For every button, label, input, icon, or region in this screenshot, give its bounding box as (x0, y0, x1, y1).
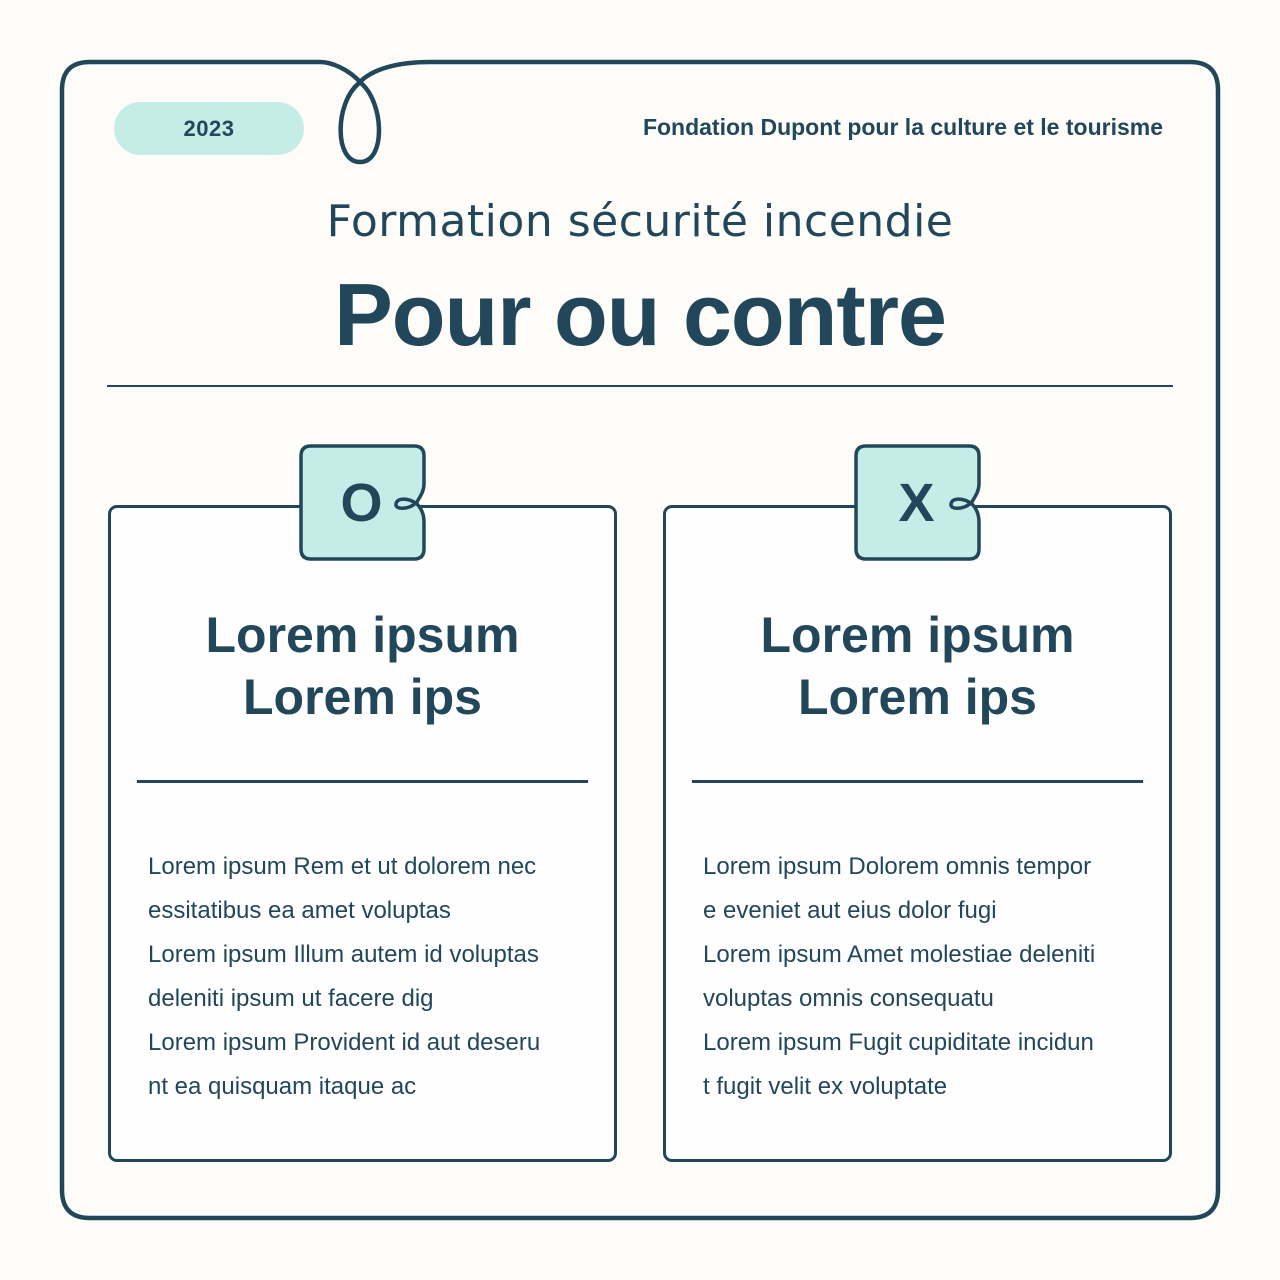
pour-card (108, 505, 617, 1162)
card-body (703, 845, 1143, 1109)
body-line: deleniti ipsum ut facere dig (148, 985, 434, 1012)
body-line: e eveniet aut eius dolor fugi (703, 897, 997, 924)
year-badge: 2023 (114, 102, 304, 155)
card-heading (666, 604, 1169, 728)
body-line: Lorem ipsum Dolorem omnis tempor (703, 853, 1092, 880)
body-line: Lorem ipsum Provident id aut deseru (148, 1029, 541, 1056)
card-heading-line: Lorem ips (243, 669, 482, 725)
page-subtitle: Formation sécurité incendie (326, 196, 954, 247)
card-body (148, 845, 588, 1109)
body-line: t fugit velit ex voluptate (703, 1073, 948, 1100)
pour-tab (299, 444, 426, 561)
body-line: nt ea quisquam itaque ac (148, 1073, 417, 1100)
card-heading-line: Lorem ipsum (760, 607, 1075, 663)
card-heading (111, 604, 614, 728)
card-heading-line: Lorem ips (798, 669, 1037, 725)
contre-card (663, 505, 1172, 1162)
header-divider (107, 385, 1173, 387)
organization-name: Fondation Dupont pour la culture et le tourisme (642, 114, 1163, 140)
card-divider (692, 780, 1143, 783)
body-line: Lorem ipsum Amet molestiae deleniti (703, 941, 1096, 968)
card-divider (137, 780, 588, 783)
body-line: voluptas omnis consequatu (703, 985, 994, 1012)
contre-tab (854, 444, 981, 561)
body-line: Lorem ipsum Fugit cupiditate incidun (703, 1029, 1094, 1056)
circle-o-icon: O (340, 472, 383, 533)
card-heading-line: Lorem ipsum (205, 607, 520, 663)
page-title: Pour ou contre (334, 265, 946, 364)
x-mark-icon: X (898, 472, 935, 533)
body-line: essitatibus ea amet voluptas (148, 897, 451, 924)
body-line: Lorem ipsum Rem et ut dolorem nec (148, 853, 537, 880)
body-line: Lorem ipsum Illum autem id voluptas (148, 941, 539, 968)
